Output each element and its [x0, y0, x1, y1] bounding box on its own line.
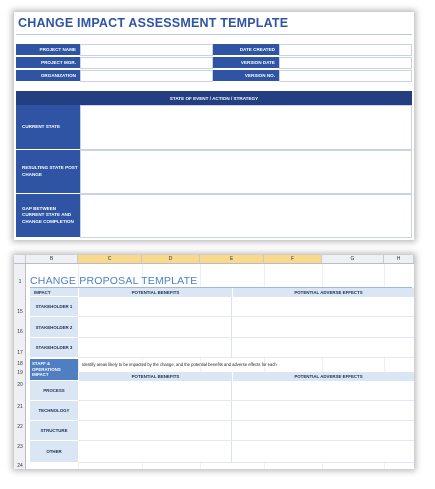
structure-label: STRUCTURE	[30, 421, 78, 441]
impact-label: IMPACT	[30, 288, 78, 297]
title-divider	[16, 34, 412, 35]
date-created-label: DATE CREATED	[213, 44, 279, 56]
instructions-note: Identify areas likely to be impacted by the change, and the potential benefits and adverse effects for each	[82, 362, 277, 367]
current-state-label: CURRENT STATE	[16, 105, 80, 150]
gap-row	[16, 194, 412, 238]
resulting-state-field[interactable]	[80, 150, 412, 194]
row-number[interactable]: 19	[17, 370, 23, 376]
row-number[interactable]: 18	[17, 361, 23, 367]
stakeholder-2-label: STAKEHOLDER 2	[30, 317, 78, 338]
other-label: OTHER	[30, 441, 78, 463]
row-number[interactable]: 21	[17, 404, 23, 410]
change-impact-assessment-card	[14, 12, 414, 240]
column-header-h[interactable]: H	[384, 255, 414, 263]
version-date-label: VERSION DATE	[213, 57, 279, 69]
stakeholder-3-adverse-cell[interactable]	[232, 338, 414, 358]
technology-adverse-cell[interactable]	[232, 401, 414, 421]
project-name-row	[16, 44, 412, 56]
staff-operations-impact-label: STAFF & OPERATIONS IMPACT	[30, 359, 78, 381]
project-mgr-label: PROJECT MGR.	[16, 57, 80, 69]
column-header-bar	[14, 255, 414, 264]
row-number[interactable]: 24	[17, 463, 23, 469]
organization-row	[16, 70, 412, 82]
sheet-area	[26, 264, 414, 469]
project-name-label: PROJECT NAME	[16, 44, 80, 56]
state-of-event-header: STATE OF EVENT / ACTION / STRATEGY	[16, 91, 412, 105]
potential-adverse-header-2: POTENTIAL ADVERSE EFFECTS	[232, 372, 414, 381]
project-mgr-field[interactable]	[80, 57, 213, 69]
organization-field[interactable]	[80, 70, 213, 82]
stakeholder-1-benefits-cell[interactable]	[78, 297, 232, 317]
row-number[interactable]: 16	[17, 329, 23, 335]
column-header-f[interactable]: F	[264, 255, 322, 263]
column-header-g[interactable]: G	[322, 255, 384, 263]
potential-benefits-header: POTENTIAL BENEFITS	[78, 288, 232, 297]
row-number[interactable]: 23	[17, 444, 23, 450]
version-no-field[interactable]	[279, 70, 412, 82]
other-adverse-cell[interactable]	[232, 441, 414, 463]
date-created-field[interactable]	[279, 44, 412, 56]
project-mgr-row	[16, 57, 412, 69]
project-name-field[interactable]	[80, 44, 213, 56]
other-benefits-cell[interactable]	[78, 441, 232, 463]
stakeholder-3-label: STAKEHOLDER 3	[30, 338, 78, 358]
gap-field[interactable]	[80, 194, 412, 238]
stakeholder-2-adverse-cell[interactable]	[232, 317, 414, 338]
resulting-state-row	[16, 150, 412, 194]
column-header-d[interactable]: D	[142, 255, 200, 263]
row-number[interactable]: 20	[17, 382, 23, 388]
row-header-bar	[14, 264, 26, 469]
row-number[interactable]: 1	[18, 279, 22, 285]
potential-adverse-header: POTENTIAL ADVERSE EFFECTS	[232, 288, 414, 297]
stakeholder-1-label: STAKEHOLDER 1	[30, 297, 78, 317]
resulting-state-label: RESULTING STATE POST CHANGE	[16, 150, 80, 194]
row-number[interactable]: 22	[17, 424, 23, 430]
technology-benefits-cell[interactable]	[78, 401, 232, 421]
structure-benefits-cell[interactable]	[78, 421, 232, 441]
current-state-field[interactable]	[80, 105, 412, 150]
structure-adverse-cell[interactable]	[232, 421, 414, 441]
process-adverse-cell[interactable]	[232, 381, 414, 401]
row-number[interactable]: 15	[17, 309, 23, 315]
organization-label: ORGANIZATION	[16, 70, 80, 82]
process-label: PROCESS	[30, 381, 78, 401]
select-all-corner[interactable]	[14, 255, 26, 263]
column-header-c[interactable]: C	[78, 255, 142, 263]
stakeholder-2-benefits-cell[interactable]	[78, 317, 232, 338]
stakeholder-3-benefits-cell[interactable]	[78, 338, 232, 358]
potential-benefits-header-2: POTENTIAL BENEFITS	[78, 372, 232, 381]
row-number[interactable]: 17	[17, 350, 23, 356]
version-no-label: VERSION NO.	[213, 70, 279, 82]
technology-label: TECHNOLOGY	[30, 401, 78, 421]
column-header-b[interactable]: B	[26, 255, 78, 263]
current-state-row	[16, 105, 412, 150]
stakeholder-1-adverse-cell[interactable]	[232, 297, 414, 317]
change-proposal-spreadsheet	[14, 255, 414, 469]
gap-label: GAP BETWEEN CURRENT STATE AND CHANGE COMPLETION	[16, 194, 80, 238]
assessment-title: CHANGE IMPACT ASSESSMENT TEMPLATE	[18, 16, 289, 30]
column-header-e[interactable]: E	[200, 255, 264, 263]
proposal-title: CHANGE PROPOSAL TEMPLATE	[30, 275, 198, 287]
version-date-field[interactable]	[279, 57, 412, 69]
process-benefits-cell[interactable]	[78, 381, 232, 401]
